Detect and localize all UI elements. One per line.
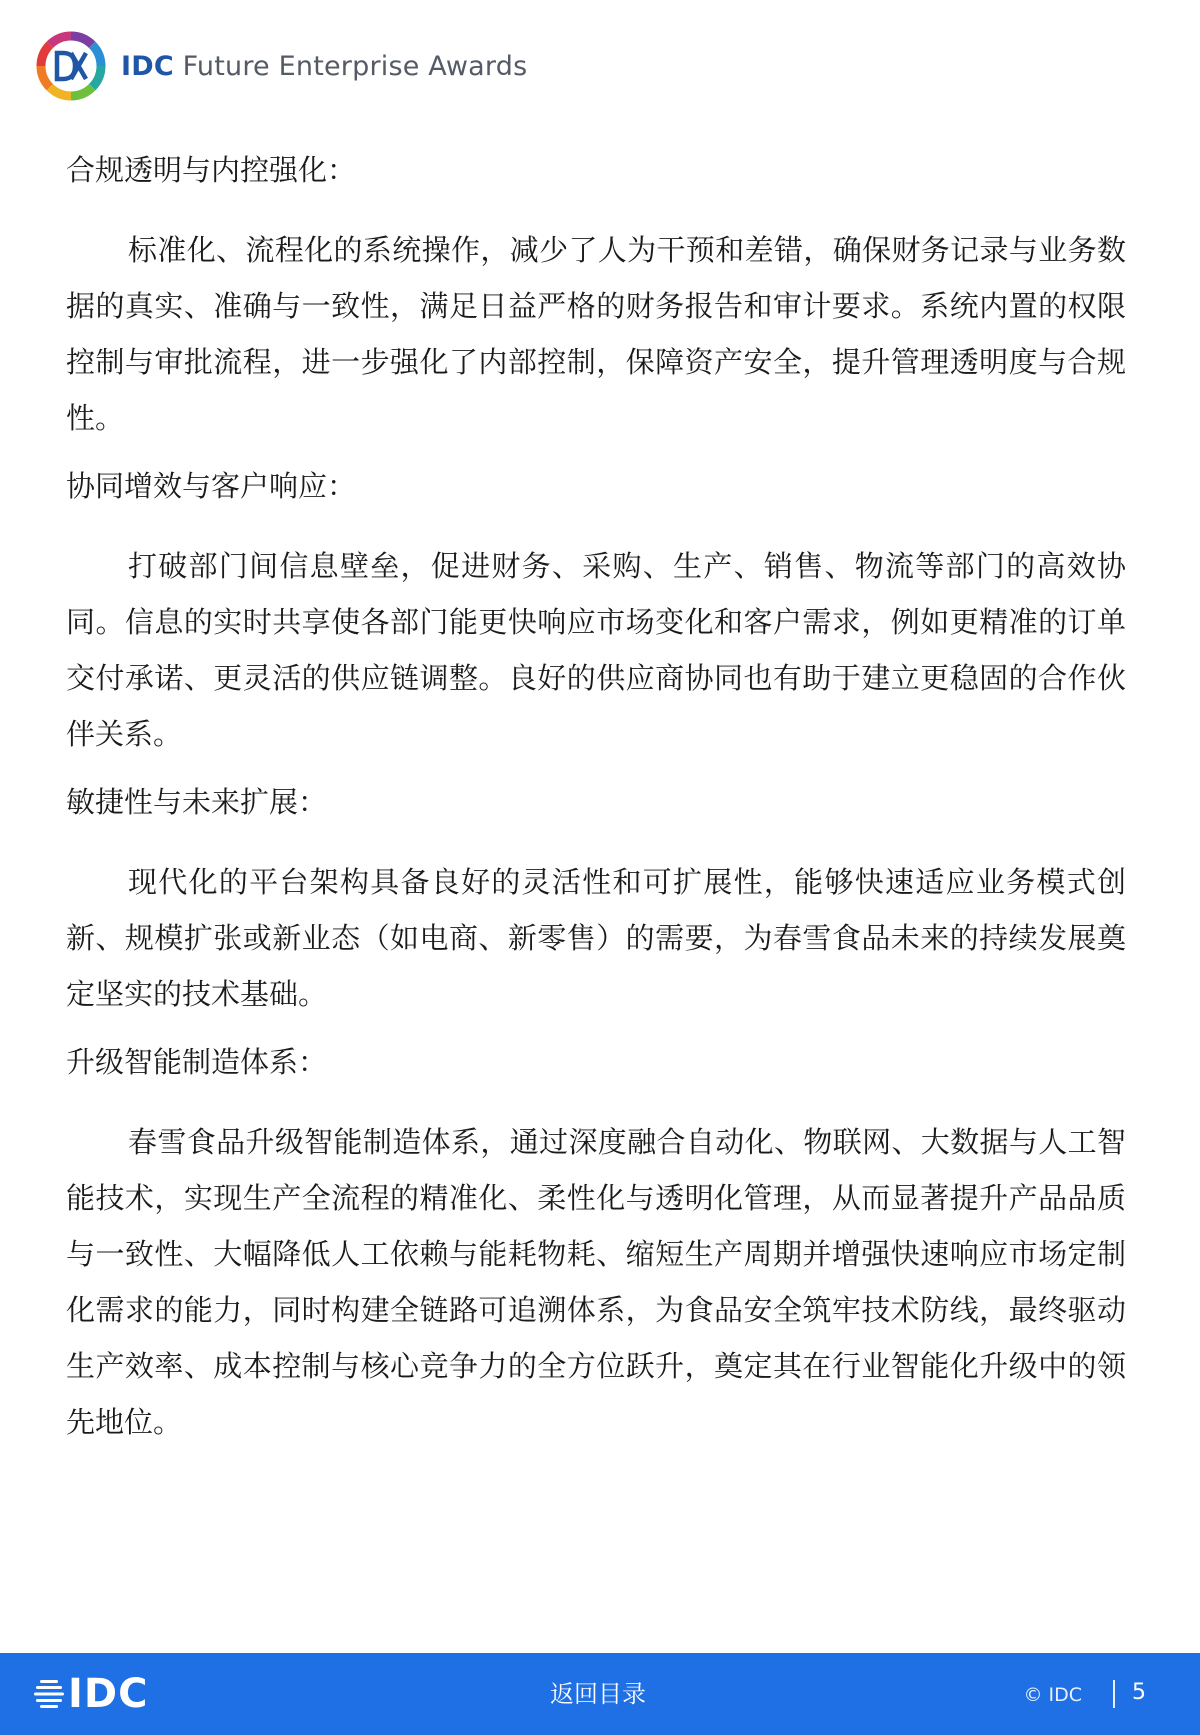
logo-text-title: Future Enterprise Awards (182, 50, 528, 82)
section-paragraph: 春雪食品升级智能制造体系，通过深度融合自动化、物联网、大数据与人工智能技术，实现生产全流程的精准化、柔性化与透明化管理，从而显著提升产品品质与一致性、大幅降低人工依赖与能耗物耗、缩短生产周期并增强快速响应市场定制化需求的能力，同时构建全链路可追溯体系，为食品安全筑牢技术防线，最终驱动生产效率、成本控制与核心竞争力的全方位跃升，奠定其在行业智能化升级中的领先地位。 (66, 1125, 1126, 1439)
section-heading: 协同增效与客户响应： (66, 469, 357, 503)
footer-idc-logo (34, 1673, 148, 1715)
back-to-toc-link[interactable]: 返回目录 (550, 1680, 646, 1708)
page-number: 5 (1132, 1680, 1146, 1705)
header-logo-text (121, 51, 527, 82)
page-footer (0, 1653, 1200, 1735)
section-heading: 合规透明与内控强化： (66, 153, 357, 187)
idc-dx-logo-icon (35, 30, 107, 102)
section-paragraph: 打破部门间信息壁垒，促进财务、采购、生产、销售、物流等部门的高效协同。信息的实时共享使各部门能更快响应市场变化和客户需求，例如更精准的订单交付承诺、更灵活的供应链调整。良好的供应商协同也有助于建立更稳固的合作伙伴关系。 (66, 549, 1126, 751)
footer-divider (1113, 1680, 1115, 1708)
section-heading: 敏捷性与未来扩展： (66, 785, 328, 819)
article-body (66, 150, 1126, 1450)
footer-logo-word: IDC (68, 1671, 149, 1717)
section-heading: 升级智能制造体系： (66, 1045, 328, 1079)
logo-text-idc: IDC (121, 50, 174, 82)
section-paragraph: 标准化、流程化的系统操作，减少了人为干预和差错，确保财务记录与业务数据的真实、准确与一致性，满足日益严格的财务报告和审计要求。系统内置的权限控制与审批流程，进一步强化了内部控制，保障资产安全，提升管理透明度与合规性。 (66, 233, 1126, 435)
copyright-text: © IDC (1023, 1684, 1082, 1706)
page-header (35, 30, 527, 102)
section-paragraph: 现代化的平台架构具备良好的灵活性和可扩展性，能够快速适应业务模式创新、规模扩张或新业态（如电商、新零售）的需要，为春雪食品未来的持续发展奠定坚实的技术基础。 (66, 865, 1126, 1011)
